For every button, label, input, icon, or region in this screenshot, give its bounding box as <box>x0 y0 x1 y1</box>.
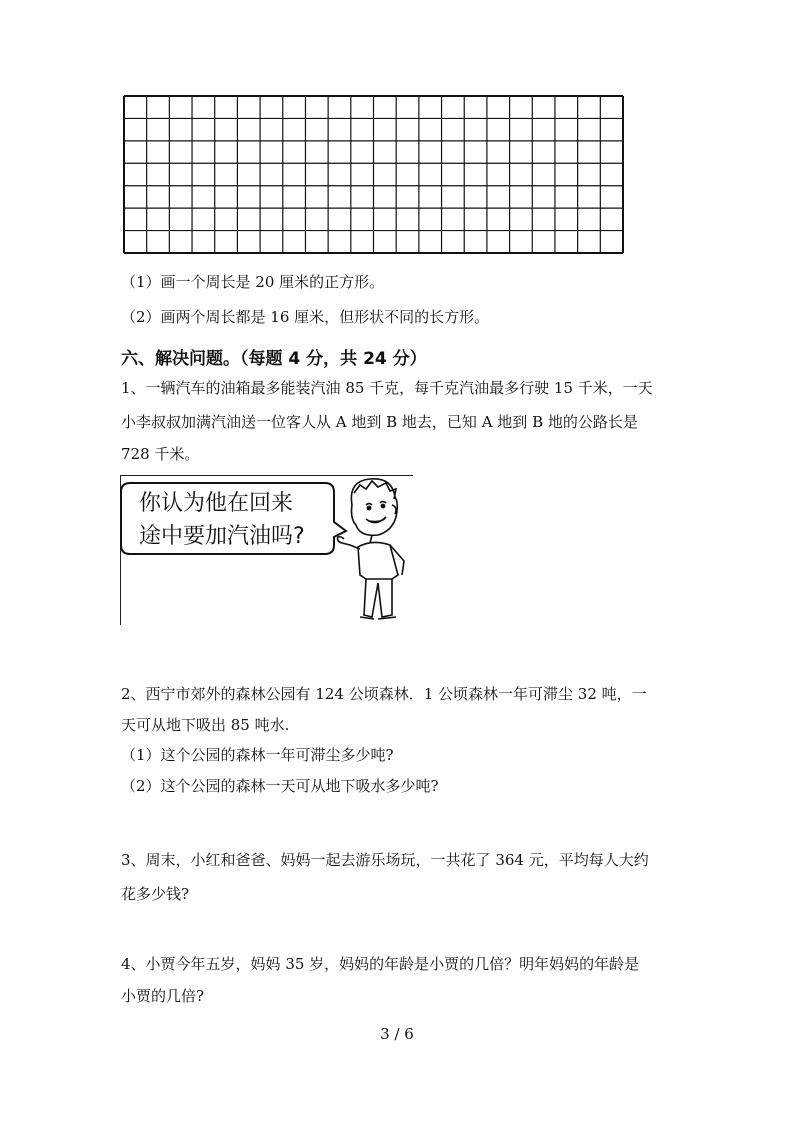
speech-line-2: 途中要加汽油吗? <box>139 524 305 549</box>
question-3-line: 3、周末，小红和爸爸、妈妈一起去游乐场玩，一共花了 364 元，平均每人大约 <box>121 851 649 869</box>
boy-with-speech-bubble-image <box>120 475 413 625</box>
question-1-line: 小李叔叔加满汽油送一位客人从 A 地到 B 地去，已知 A 地到 B 地的公路长是 <box>121 413 638 431</box>
grid-task-2: （2）画两个周长都是 16 厘米，但形状不同的长方形。 <box>121 308 490 326</box>
page-number: 3 / 6 <box>380 1025 414 1043</box>
question-1-line: 1、一辆汽车的油箱最多能装汽油 85 千克，每千克汽油最多行驶 15 千米，一天 <box>121 379 653 397</box>
question-1-line: 728 千米。 <box>121 445 200 463</box>
question-2-line: 天可从地下吸出 85 吨水. <box>121 716 290 734</box>
question-1-illustration <box>120 475 413 625</box>
speech-line-1: 你认为他在回来 <box>139 491 294 516</box>
drawing-grid <box>123 95 624 254</box>
section-heading: 六、解决问题。（每题 4 分，共 24 分） <box>121 349 427 369</box>
question-2-line: 2、西宁市郊外的森林公园有 124 公顷森林．1 公顷森林一年可滞尘 32 吨，一 <box>121 685 647 703</box>
question-4-line: 4、小贾今年五岁，妈妈 35 岁，妈妈的年龄是小贾的几倍？明年妈妈的年龄是 <box>121 955 640 973</box>
boy-figure <box>338 479 405 619</box>
question-2-sub-2: （2）这个公园的森林一天可从地下吸水多少吨? <box>121 777 439 795</box>
question-2-sub-1: （1）这个公园的森林一年可滞尘多少吨? <box>121 746 394 764</box>
question-4-line: 小贾的几倍? <box>121 987 205 1005</box>
grid-task-1: （1）画一个周长是 20 厘米的正方形。 <box>121 273 385 291</box>
question-3-line: 花多少钱? <box>121 885 190 903</box>
